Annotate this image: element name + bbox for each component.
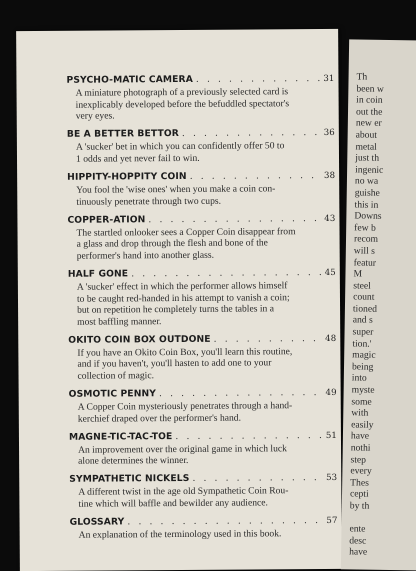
description-line: performer's hand into another glass. bbox=[76, 249, 215, 262]
toc-entry bbox=[70, 515, 338, 541]
right-page-line: Downs bbox=[354, 210, 382, 222]
right-page-line: about bbox=[355, 129, 378, 141]
right-page-line: Thes bbox=[350, 477, 369, 489]
right-page-line: been w bbox=[356, 83, 384, 95]
right-page-line: some bbox=[351, 396, 372, 408]
leader-dots bbox=[182, 127, 321, 139]
right-page-line: into bbox=[351, 372, 367, 385]
right-page-line: and s bbox=[352, 314, 373, 327]
entry-title: OSMOTIC PENNY bbox=[68, 388, 157, 400]
right-page-line: ingenic bbox=[355, 164, 384, 176]
entry-page-number: 57 bbox=[326, 516, 338, 527]
description-line: a glass and drop through the flesh and bone of the bbox=[76, 237, 268, 250]
right-page-line bbox=[350, 512, 378, 524]
toc-entry bbox=[67, 213, 335, 263]
toc-entry bbox=[69, 430, 337, 468]
leader-dots bbox=[159, 387, 323, 399]
entry-title: HIPPITY-HOPPITY COIN bbox=[67, 170, 187, 183]
description-line: kerchief draped over the performer's hand. bbox=[77, 412, 242, 425]
description-line: to be caught red-handed in his attempt to vanish a coin; bbox=[76, 291, 290, 305]
description-line: tine which will baffle and bewilder any audience. bbox=[78, 497, 268, 510]
right-page-line: no wa bbox=[354, 175, 379, 188]
entry-description bbox=[76, 226, 335, 263]
leader-dots bbox=[175, 430, 322, 442]
leader-dots bbox=[131, 267, 322, 279]
toc-entry bbox=[68, 267, 336, 328]
leader-dots bbox=[148, 213, 321, 225]
description-line: and if you haven't, you'll hasten to add one to your bbox=[77, 357, 272, 371]
description-line: A miniature photograph of a previously selected card is bbox=[75, 86, 289, 99]
entry-title: MAGNE-TIC-TAC-TOE bbox=[68, 430, 173, 443]
leader-dots bbox=[196, 73, 320, 85]
right-page-line: steel bbox=[353, 280, 371, 292]
leader-dots bbox=[214, 333, 323, 345]
description-line: If you have an Okito Coin Box, you'll learn this routine, bbox=[77, 346, 293, 359]
entry-description bbox=[77, 280, 336, 328]
entry-page-number: 31 bbox=[323, 73, 335, 84]
right-page-line: in coin bbox=[356, 94, 383, 107]
right-page-line: count bbox=[353, 291, 375, 304]
right-page-line: by th bbox=[349, 500, 370, 512]
leader-dots bbox=[192, 472, 323, 484]
entry-page-number: 49 bbox=[325, 387, 337, 399]
description-line: An improvement over the original game in which luck bbox=[78, 443, 287, 456]
entry-page-number: 38 bbox=[323, 170, 336, 181]
right-page-line: will s bbox=[353, 245, 375, 257]
table-of-contents bbox=[66, 73, 337, 548]
right-page-line: tioned bbox=[352, 303, 378, 315]
entry-description bbox=[76, 140, 335, 165]
entry-description bbox=[78, 485, 337, 510]
right-page-line: just th bbox=[355, 152, 380, 164]
entry-description bbox=[77, 346, 336, 383]
entry-description bbox=[78, 443, 337, 468]
description-line: tinuously penetrate through two cups. bbox=[76, 195, 222, 208]
leader-dots bbox=[190, 170, 321, 182]
entry-title: COPPER-ATION bbox=[67, 213, 146, 226]
description-line: but on repetition he completely turns the tables in a bbox=[77, 303, 274, 316]
entry-title: OKITO COIN BOX OUTDONE bbox=[68, 333, 211, 346]
description-line: A 'sucker' bet in which you can confidently offer 50 to bbox=[75, 140, 285, 153]
entry-title: HALF GONE bbox=[67, 268, 129, 280]
entry-page-number: 43 bbox=[324, 213, 336, 224]
right-page-line: every bbox=[350, 465, 372, 477]
right-page-line: have bbox=[349, 546, 368, 559]
right-page-line: few b bbox=[354, 222, 376, 234]
right-page-line: M bbox=[353, 268, 363, 280]
entry-page-number: 36 bbox=[323, 128, 335, 139]
description-line: You fool the 'wise ones' when you make a coin con- bbox=[76, 183, 276, 196]
description-line: A 'sucker' effect in which the performer allows himself bbox=[76, 280, 288, 293]
description-line: alone determines the winner. bbox=[78, 455, 189, 468]
right-page-line: desc bbox=[349, 535, 367, 547]
entry-description bbox=[76, 183, 335, 208]
right-page-line: metal bbox=[355, 141, 377, 153]
toc-entry bbox=[68, 333, 336, 383]
right-page-line: with bbox=[351, 407, 369, 419]
entry-page-number: 51 bbox=[325, 430, 337, 441]
entry-title: PSYCHO-MATIC CAMERA bbox=[66, 73, 193, 86]
right-page-line: magic bbox=[352, 349, 376, 362]
description-line: A Copper Coin mysteriously penetrates through a hand- bbox=[77, 400, 293, 413]
right-page-line: tion.' bbox=[352, 338, 372, 350]
right-page-line: ente bbox=[349, 523, 366, 535]
toc-entry bbox=[69, 387, 337, 425]
right-page-line: step bbox=[350, 453, 367, 466]
toc-entry bbox=[66, 73, 334, 123]
entry-description bbox=[79, 528, 338, 541]
left-page bbox=[16, 29, 342, 571]
entry-title: SYMPATHETIC NICKELS bbox=[69, 473, 190, 486]
right-page-line: this in bbox=[354, 198, 379, 211]
right-page-line: cepti bbox=[349, 488, 369, 501]
description-line: A different twist in the age old Sympathetic Coin Rou- bbox=[78, 485, 289, 499]
description-line: very eyes. bbox=[75, 110, 115, 122]
right-page-line: Th bbox=[356, 71, 368, 83]
right-page-line: out the bbox=[355, 106, 383, 118]
entry-page-number: 45 bbox=[324, 267, 336, 278]
entry-title: BE A BETTER BETTOR bbox=[66, 128, 179, 141]
right-page-line: have bbox=[350, 430, 370, 443]
right-page-line: myste bbox=[351, 384, 375, 396]
right-page-line: new er bbox=[355, 117, 382, 130]
right-page-line: featur bbox=[353, 256, 377, 269]
right-page-line: easily bbox=[351, 419, 374, 431]
toc-entry bbox=[69, 472, 337, 510]
description-line: inexplicably developed before the befuddled spectator's bbox=[75, 97, 290, 111]
right-page-text bbox=[349, 71, 385, 558]
leader-dots bbox=[127, 515, 323, 527]
right-page bbox=[341, 39, 416, 570]
right-page-line: super bbox=[352, 326, 374, 338]
right-page-line: recom bbox=[353, 233, 379, 246]
description-line: 1 odds and yet never fail to win. bbox=[75, 152, 200, 165]
entry-description bbox=[76, 86, 335, 123]
entry-description bbox=[78, 400, 337, 425]
description-line: The startled onlooker sees a Copper Coin disappear from bbox=[76, 225, 296, 239]
right-page-line: guishe bbox=[354, 187, 380, 199]
right-page-line: nothi bbox=[350, 442, 371, 454]
description-line: collection of magic. bbox=[77, 370, 155, 382]
description-line: most baffling manner. bbox=[77, 315, 162, 328]
right-page-line: being bbox=[351, 361, 374, 373]
toc-entry bbox=[67, 170, 335, 208]
entry-title: GLOSSARY bbox=[69, 516, 125, 528]
toc-entry bbox=[67, 127, 335, 165]
description-line: An explanation of the terminology used in this book. bbox=[78, 528, 282, 541]
entry-page-number: 48 bbox=[325, 333, 337, 344]
entry-page-number: 53 bbox=[326, 473, 338, 484]
